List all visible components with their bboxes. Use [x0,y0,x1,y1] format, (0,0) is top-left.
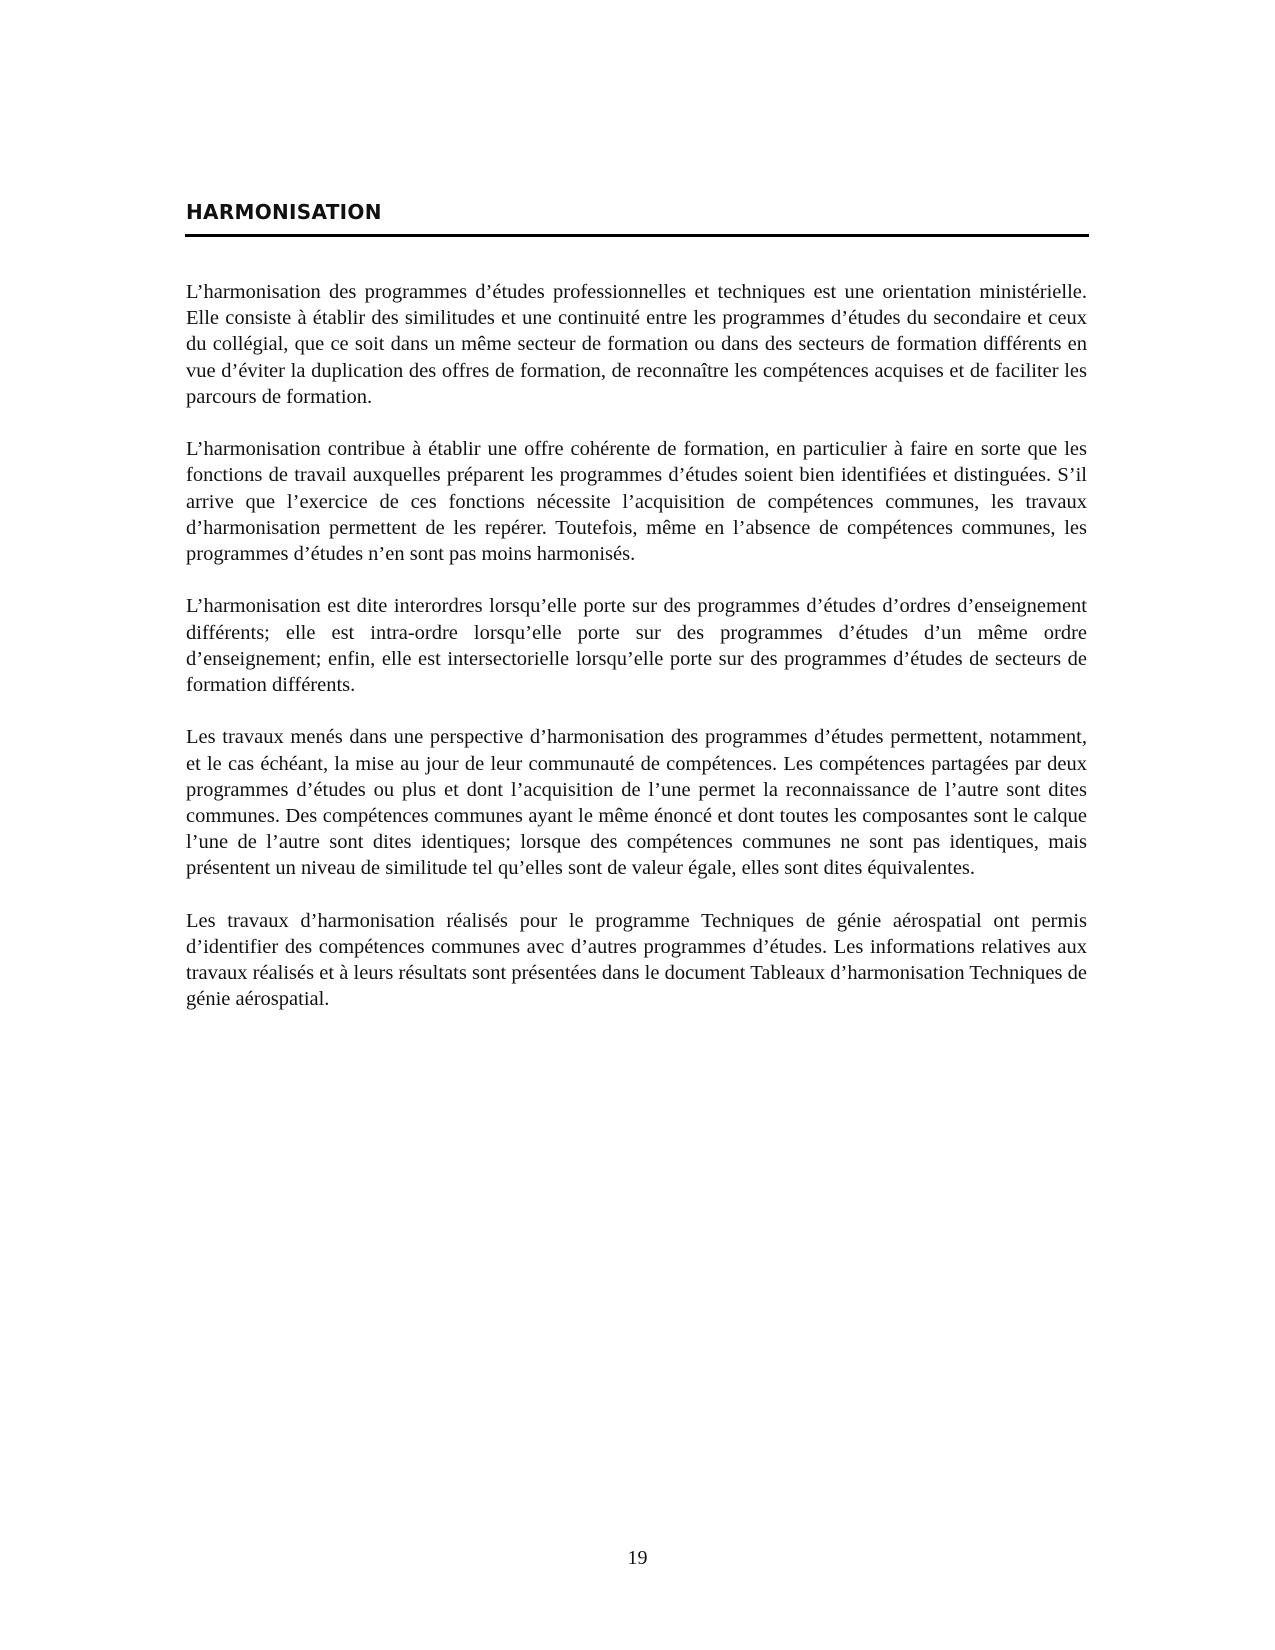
body-text [186,279,1087,1039]
page-number: 19 [627,1547,648,1569]
paragraph-2: L’harmonisation contribue à établir une offre cohérente de formation, en particulier à faire en sorte que les fonctions de travail auxquelles préparent les programmes d’études soient bien identifiées et distinguées. S’il arrive que l’exercice de ces fonctions nécessite l’acquisition de compétences communes, les travaux d’harmonisation permettent de les repérer. Toutefois, même en l’absence de compétences communes, les programmes d’études n’en sont pas moins harmonisés. [186,438,1087,566]
paragraph-4: Les travaux menés dans une perspective d’harmonisation des programmes d’études permettent, notamment, et le cas échéant, la mise au jour de leur communauté de compétences. Les compétences partagées par deux programmes d’études ou plus et dont l’acquisition de l’une permet la reconnaissance de l’autre sont dites communes. Des compétences communes ayant le même énoncé et dont toutes les composantes sont le calque l’une de l’autre sont dites identiques; lorsque des compétences communes ne sont pas identiques, mais présentent un niveau de similitude tel qu’elles sont de valeur égale, elles sont dites équivalentes. [186,726,1087,880]
paragraph-1: L’harmonisation des programmes d’études professionnelles et techniques est une orientation ministérielle. Elle consiste à établir des similitudes et une continuité entre les programmes d’études du secondaire et ceux du collégial, que ce soit dans un même secteur de formation ou dans des secteurs de formation différents en vue d’éviter la duplication des offres de formation, de reconnaître les compétences acquises et de faciliter les parcours de formation. [186,281,1087,408]
paragraph-3: L’harmonisation est dite interordres lorsqu’elle porte sur des programmes d’études d’ordres d’enseignement différents; elle est intra-ordre lorsqu’elle porte sur des programmes d’études d’un même ordre d’enseignement; enfin, elle est intersectorielle lorsqu’elle porte sur des programmes d’études de secteurs de formation différents. [186,595,1087,697]
section-title: HARMONISATION [186,200,382,224]
paragraph-5: Les travaux d’harmonisation réalisés pour le programme Techniques de génie aérospatial ont permis d’identifier des compétences communes avec d’autres programmes d’études. Les informations relatives aux travaux réalisés et à leurs résultats sont présentées dans le document Tableaux d’harmonisation Techniques de génie aérospatial. [186,909,1087,1011]
title-underline [185,234,1089,237]
